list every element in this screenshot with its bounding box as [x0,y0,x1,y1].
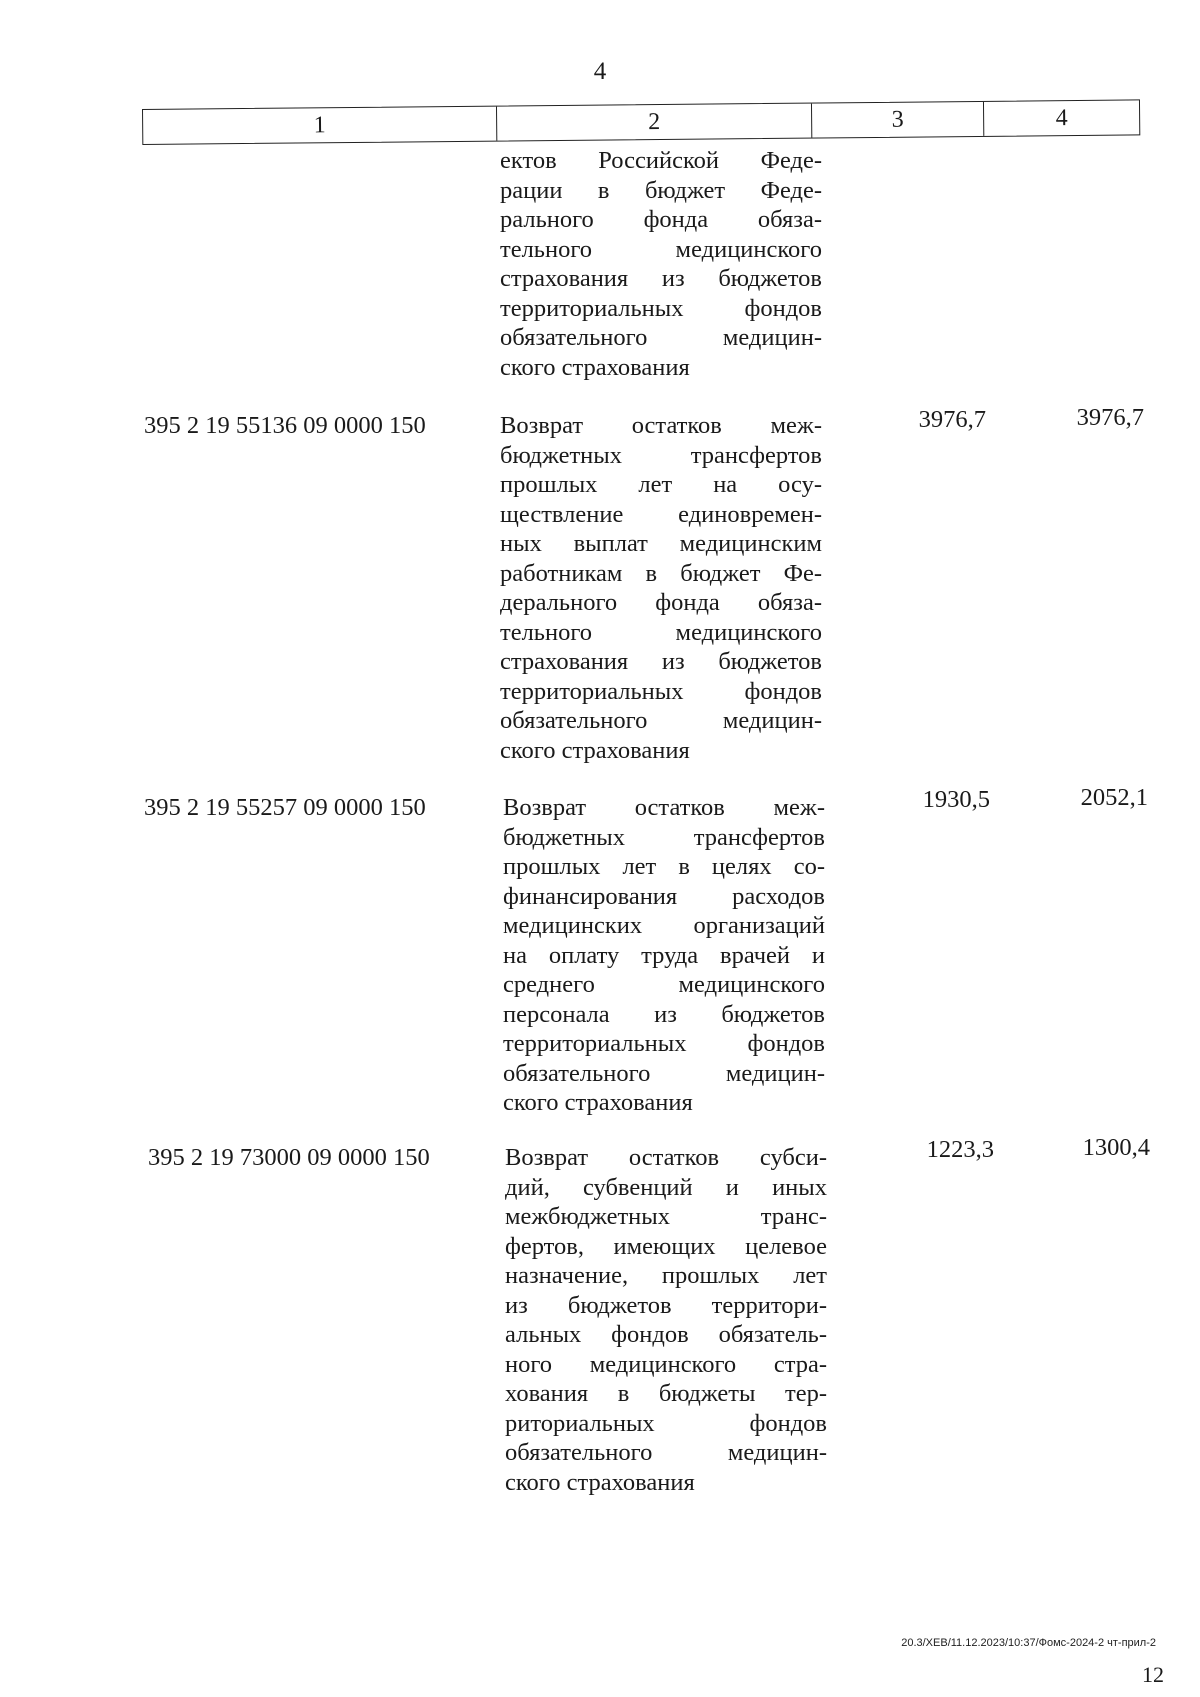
description-line: рации в бюджет Феде- [500,176,822,204]
description-line: финансирования расходов [503,882,825,910]
document-footer-note: 20.3/ХЕВ/11.12.2023/10:37/Фомс-2024-2 чт-прил-2 [901,1637,1156,1649]
description-line: дий, субвенций и иных [505,1173,827,1201]
description-line: обязательного медицин- [503,1059,825,1087]
description-line: ществление единовремен- [500,500,822,528]
description-line: альных фондов обязатель- [505,1321,827,1348]
value-col3: 3976,7 [918,406,986,433]
value-col4: 1300,4 [1082,1134,1150,1161]
value-col3: 1223,3 [926,1136,994,1163]
column-header-1: 1 [143,107,497,144]
description-line: медицинских организаций [503,912,825,939]
description-line: ных выплат медицинским [500,530,822,557]
budget-code: 395 2 19 55136 09 0000 150 [144,412,426,439]
description-line: ского страхования [500,736,690,764]
column-header-2: 2 [497,104,812,141]
description-line: рального фонда обяза- [500,206,822,233]
description-line: прошлых лет в целях со- [503,853,825,880]
description-line: ектов Российской Феде- [500,147,822,174]
description-line: ного медицинского стра- [505,1350,827,1378]
description-line: тельного медицинского [500,235,822,263]
description-line: ского страхования [503,1089,693,1116]
description-line: тельного медицинского [500,618,822,646]
row-description [500,146,822,382]
description-line: обязательного медицин- [500,707,822,734]
description-line: территориальных фондов [503,1030,825,1057]
description-line: территориальных фондов [500,677,822,705]
description-line: хования в бюджеты тер- [505,1380,827,1407]
description-line: страхования из бюджетов [500,648,822,675]
description-line: на оплату труда врачей и [503,941,825,969]
description-line: среднего медицинского [503,971,825,998]
description-line: персонала из бюджетов [503,1000,825,1028]
description-line: Возврат остатков меж- [503,794,825,821]
value-col4: 2052,1 [1080,784,1148,811]
description-line: прошлых лет на осу- [500,471,822,498]
description-line: из бюджетов территори- [505,1291,827,1319]
description-line: Возврат остатков меж- [500,412,822,439]
description-line: бюджетных трансфертов [500,441,822,469]
description-line: риториальных фондов [505,1409,827,1437]
value-col3: 1930,5 [922,786,990,813]
row-description [503,793,825,1118]
description-line: бюджетных трансфертов [503,823,825,851]
description-line: ского страхования [500,353,690,381]
description-line: обязательного медицин- [500,324,822,351]
column-header-4: 4 [1055,105,1068,132]
budget-code: 395 2 19 55257 09 0000 150 [144,794,426,821]
description-line: дерального фонда обяза- [500,589,822,616]
description-line: ского страхования [505,1468,695,1496]
table-header [142,99,1140,145]
description-line: назначение, прошлых лет [505,1262,827,1289]
value-col4: 3976,7 [1076,404,1144,431]
row-description [500,411,822,765]
description-line: фертов, имеющих целевое [505,1232,827,1260]
row-description [505,1143,827,1497]
description-line: Возврат остатков субси- [505,1144,827,1171]
description-line: работникам в бюджет Фе- [500,559,822,587]
description-line: страхования из бюджетов [500,265,822,292]
budget-code: 395 2 19 73000 09 0000 150 [148,1144,430,1171]
footer-page-number: 12 [1142,1662,1164,1687]
column-header-3: 3 [812,102,984,138]
page-number: 4 [593,58,607,85]
description-line: обязательного медицин- [505,1439,827,1466]
description-line: территориальных фондов [500,294,822,322]
description-line: межбюджетных транс- [505,1203,827,1230]
